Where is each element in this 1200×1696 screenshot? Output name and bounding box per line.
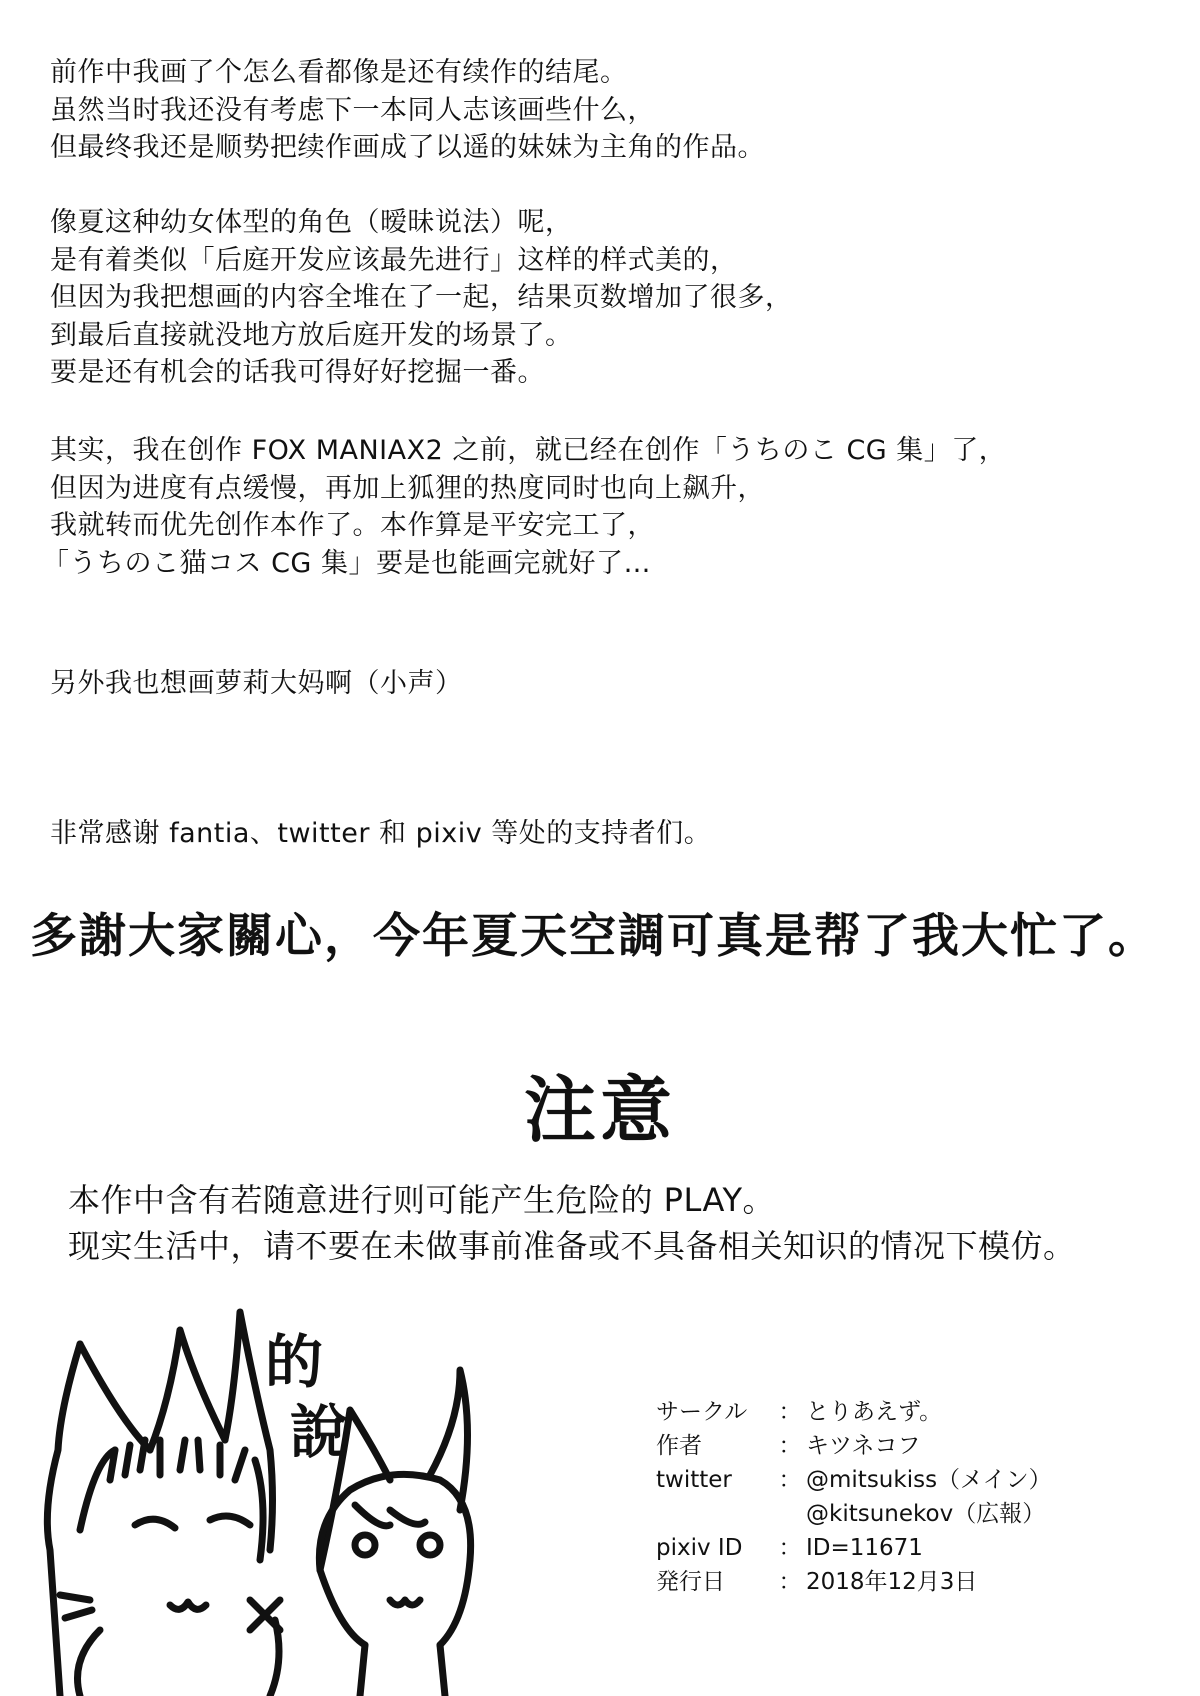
text-line: 但最终我还是顺势把续作画成了以遥的妹妹为主角的作品。 [50,132,765,163]
afterword-paragraph-5 [50,815,711,853]
text-line: 我就转而优先创作本作了。本作算是平安完工了， [50,510,655,541]
doodle-caption-1: 的 [265,1328,324,1396]
credit-row-author [656,1429,1052,1463]
right-mouth [390,1600,420,1605]
credit-sep: ： [778,1433,802,1459]
credit-row-pixiv [656,1531,1052,1565]
credit-key: twitter [656,1467,732,1493]
credit-key: pixiv ID [656,1535,743,1561]
credit-value: 2018年12月3日 [806,1569,978,1595]
left-whiskers [60,1595,92,1618]
text-line: 「うちのこ猫コス CG 集」要是也能画完就好了… [42,547,651,579]
right-hair-fringe [355,1505,425,1526]
credit-key: 作者 [656,1433,702,1459]
credit-row-circle [656,1395,1052,1429]
notice-title: 注意 [523,1068,676,1152]
left-ribbon [250,1600,280,1630]
text-line: 其实，我在创作 FOX MANIAX2 之前，就已经在创作「うちのこ CG 集」了， [50,435,1007,466]
credit-row-twitter [656,1463,1052,1497]
credit-key [656,1497,774,1531]
left-hair-fringe [110,1440,245,1480]
fox-girls-doodle [20,1300,480,1696]
handwritten-thanks-line: 多謝大家關心，今年夏天空調可真是帮了我大忙了。 [30,909,1157,964]
notice-line: 本作中含有若随意进行则可能产生危险的 PLAY。 [68,1181,775,1219]
credit-key: 発行日 [656,1569,725,1595]
credit-value: キツネコフ [806,1433,921,1459]
left-eye [135,1519,175,1528]
text-line: 虽然当时我还没有考虑下一本同人志该画些什么， [50,94,655,126]
credit-sep [774,1497,806,1531]
right-eye-right [420,1535,440,1555]
afterword-paragraph-2 [50,204,793,392]
text-line: 要是还有机会的话我可得好好挖掘一番。 [50,357,545,388]
text-line: 非常感谢 fantia、twitter 和 pixiv 等处的支持者们。 [50,818,712,849]
credit-value: @kitsunekov（広報） [806,1501,1046,1527]
right-head [319,1474,470,1570]
afterword-paragraph-4 [50,665,463,703]
left-mouth [170,1602,206,1609]
credit-value: とりあえず。 [806,1399,943,1425]
afterword-paragraph-3 [42,432,1007,582]
text-line: 前作中我画了个怎么看都像是还有续作的结尾。 [50,57,628,88]
credit-row-date [656,1565,1052,1599]
left-ear-1 [80,1344,150,1450]
credit-sep: ： [778,1399,802,1425]
credit-value: ID=11671 [806,1535,923,1561]
notice-line: 现实生活中，请不要在未做事前准备或不具备相关知识的情况下模仿。 [68,1227,1076,1265]
text-line: 到最后直接就没地方放后庭开发的场景了。 [50,319,573,351]
text-line: 是有着类似「后庭开发应该最先进行」这样的样式美的， [50,244,738,276]
left-hair-side [80,1450,263,1560]
credit-value: @mitsukiss（メイン） [806,1467,1052,1493]
afterword-paragraph-1 [50,54,765,167]
credit-sep: ： [778,1467,802,1493]
left-ear-2 [150,1330,225,1450]
credits-block [656,1395,1052,1599]
credit-sep: ： [778,1535,802,1561]
credit-key: サークル [656,1399,748,1425]
notice-body [68,1177,1076,1269]
left-eye-2 [210,1516,250,1525]
credit-sep: ： [778,1569,802,1595]
text-line: 另外我也想画萝莉大妈啊（小声） [50,668,463,699]
credit-row-twitter-2 [656,1497,1052,1531]
doodle-caption-2: 說 [290,1398,349,1466]
right-body [360,1645,445,1696]
right-eye-left [355,1535,375,1555]
left-ear-outer [47,1344,80,1696]
text-line: 但因为我把想画的内容全堆在了一起，结果页数增加了很多， [50,282,793,313]
text-line: 但因为进度有点缓慢，再加上狐狸的热度同时也向上飙升， [50,472,765,504]
text-line: 像夏这种幼女体型的角色（暧昧说法）呢， [50,207,573,238]
